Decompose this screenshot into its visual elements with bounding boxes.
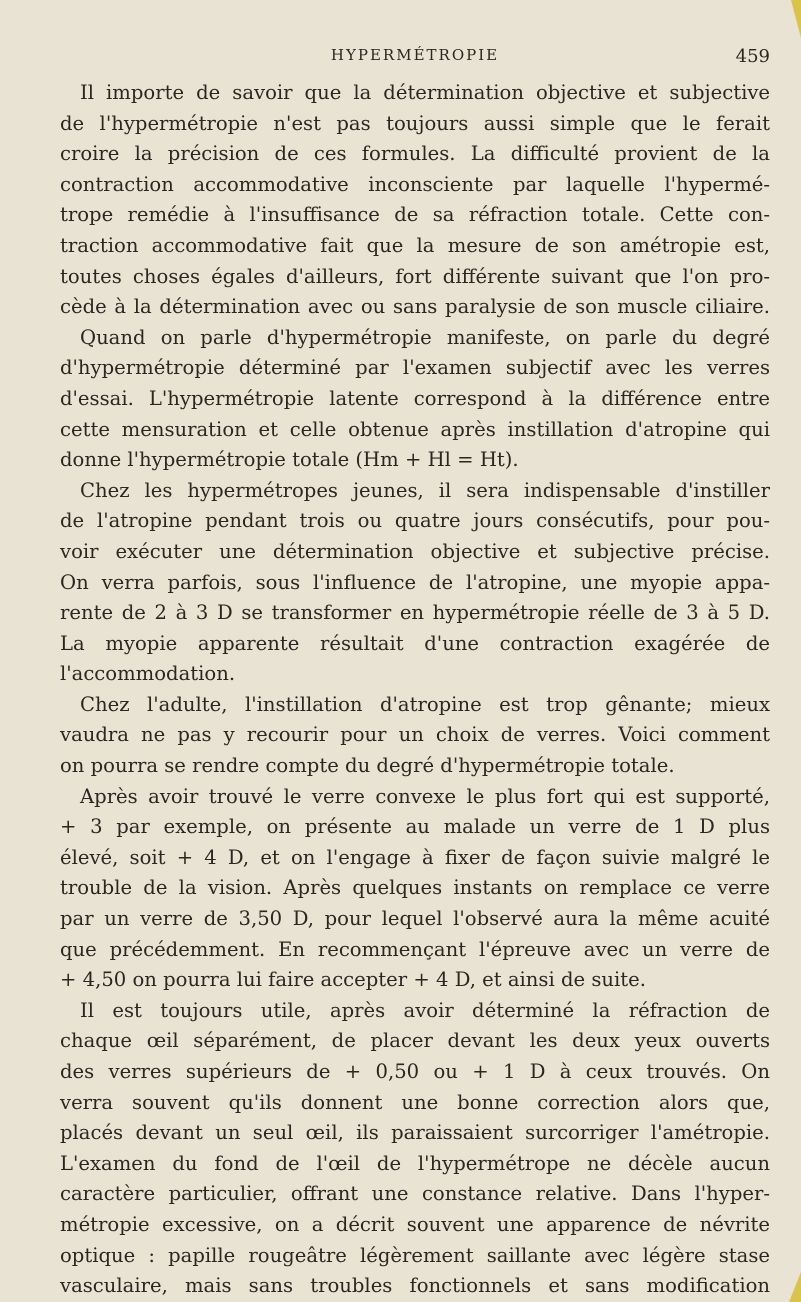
text-line: cède à la détermination avec ou sans paralysie de son muscle ciliaire. <box>60 295 770 319</box>
text-line: d'hypermétropie déterminé par l'examen subjectif avec les verres <box>60 356 770 380</box>
text-line: croire la précision de ces formules. La difficulté provient de la <box>60 142 770 166</box>
text-line: voir exécuter une détermination objective et subjective précise. <box>60 539 770 563</box>
page-corner-marker <box>789 1272 801 1302</box>
text-line: que précédemment. En recommençant l'épreuve avec un verre de <box>60 937 770 961</box>
text-line: On verra parfois, sous l'influence de l'atropine, une myopie appa- <box>60 570 770 594</box>
text-line: d'essai. L'hypermétropie latente correspond à la différence entre <box>60 386 770 410</box>
text-line: + 3 par exemple, on présente au malade un verre de 1 D plus <box>60 815 770 839</box>
text-line: trope remédie à l'insuffisance de sa réfraction totale. Cette con- <box>60 203 770 227</box>
text-line: traction accommodative fait que la mesure de son amétropie est, <box>60 233 770 257</box>
text-line: vasculaire, mais sans troubles fonctionnels et sans modification <box>60 1274 770 1298</box>
text-line: contraction accommodative inconsciente par laquelle l'hypermé- <box>60 172 770 196</box>
text-line: l'accommodation. <box>60 662 236 686</box>
text-line: métropie excessive, on a décrit souvent une apparence de névrite <box>60 1212 770 1236</box>
text-line: verra souvent qu'ils donnent une bonne correction alors que, <box>60 1090 770 1114</box>
paragraph <box>60 476 770 690</box>
text-line: par un verre de 3,50 D, pour lequel l'observé aura la même acuité <box>60 907 770 931</box>
paragraph <box>60 690 770 782</box>
text-line: trouble de la vision. Après quelques instants on remplace ce verre <box>60 876 770 900</box>
running-title: HYPERMÉTROPIE <box>330 46 500 64</box>
text-line: vaudra ne pas y recourir pour un choix de verres. Voici comment <box>60 723 770 747</box>
text-line: de l'hypermétropie n'est pas toujours aussi simple que le ferait <box>60 111 770 135</box>
text-line: toutes choses égales d'ailleurs, fort différente suivant que l'on pro- <box>60 264 770 288</box>
text-line: élevé, soit + 4 D, et on l'engage à fixer de façon suivie malgré le <box>60 845 770 869</box>
text-line: Il importe de savoir que la détermination objective et subjective <box>80 81 770 104</box>
text-line: cette mensuration et celle obtenue après instillation d'atropine qui <box>60 417 770 441</box>
paragraph <box>60 782 770 996</box>
text-line: + 4,50 on pourra lui faire accepter + 4 D, et ainsi de suite. <box>60 968 646 992</box>
page-corner-marker <box>791 0 801 38</box>
text-line: Chez l'adulte, l'instillation d'atropine est trop gênante; mieux <box>80 692 770 716</box>
page-header <box>60 46 770 70</box>
text-line: Chez les hypermétropes jeunes, il sera indispensable d'instiller <box>80 478 770 502</box>
text-line: chaque œil séparément, de placer devant les deux yeux ouverts <box>60 1029 770 1053</box>
paragraph <box>60 996 770 1302</box>
text-line: Après avoir trouvé le verre convexe le plus fort qui est supporté, <box>80 784 770 808</box>
text-line: optique : papille rougeâtre légèrement saillante avec légère stase <box>60 1243 770 1267</box>
text-line: L'examen du fond de l'œil de l'hypermétrope ne décèle aucun <box>60 1151 770 1175</box>
text-line: on pourra se rendre compte du degré d'hypermétropie totale. <box>60 754 675 778</box>
paragraph <box>60 78 770 476</box>
text-line: Il est toujours utile, après avoir déterminé la réfraction de <box>80 998 770 1022</box>
page-body <box>60 78 770 1302</box>
text-line: de l'atropine pendant trois ou quatre jours consécutifs, pour pou- <box>60 509 770 533</box>
text-line: Quand on parle d'hypermétropie manifeste, on parle du degré <box>80 325 770 349</box>
text-line: placés devant un seul œil, ils paraissaient surcorriger l'amétropie. <box>60 1121 770 1145</box>
text-line: La myopie apparente résultait d'une contraction exagérée de <box>60 631 770 655</box>
text-line: donne l'hypermétropie totale (Hm + Hl = Ht). <box>60 448 519 472</box>
text-line: caractère particulier, offrant une constance relative. Dans l'hyper- <box>60 1182 770 1206</box>
text-line: des verres supérieurs de + 0,50 ou + 1 D à ceux trouvés. On <box>60 1060 770 1083</box>
page-number: 459 <box>735 46 770 67</box>
text-line: rente de 2 à 3 D se transformer en hypermétropie réelle de 3 à 5 D. <box>60 601 770 625</box>
